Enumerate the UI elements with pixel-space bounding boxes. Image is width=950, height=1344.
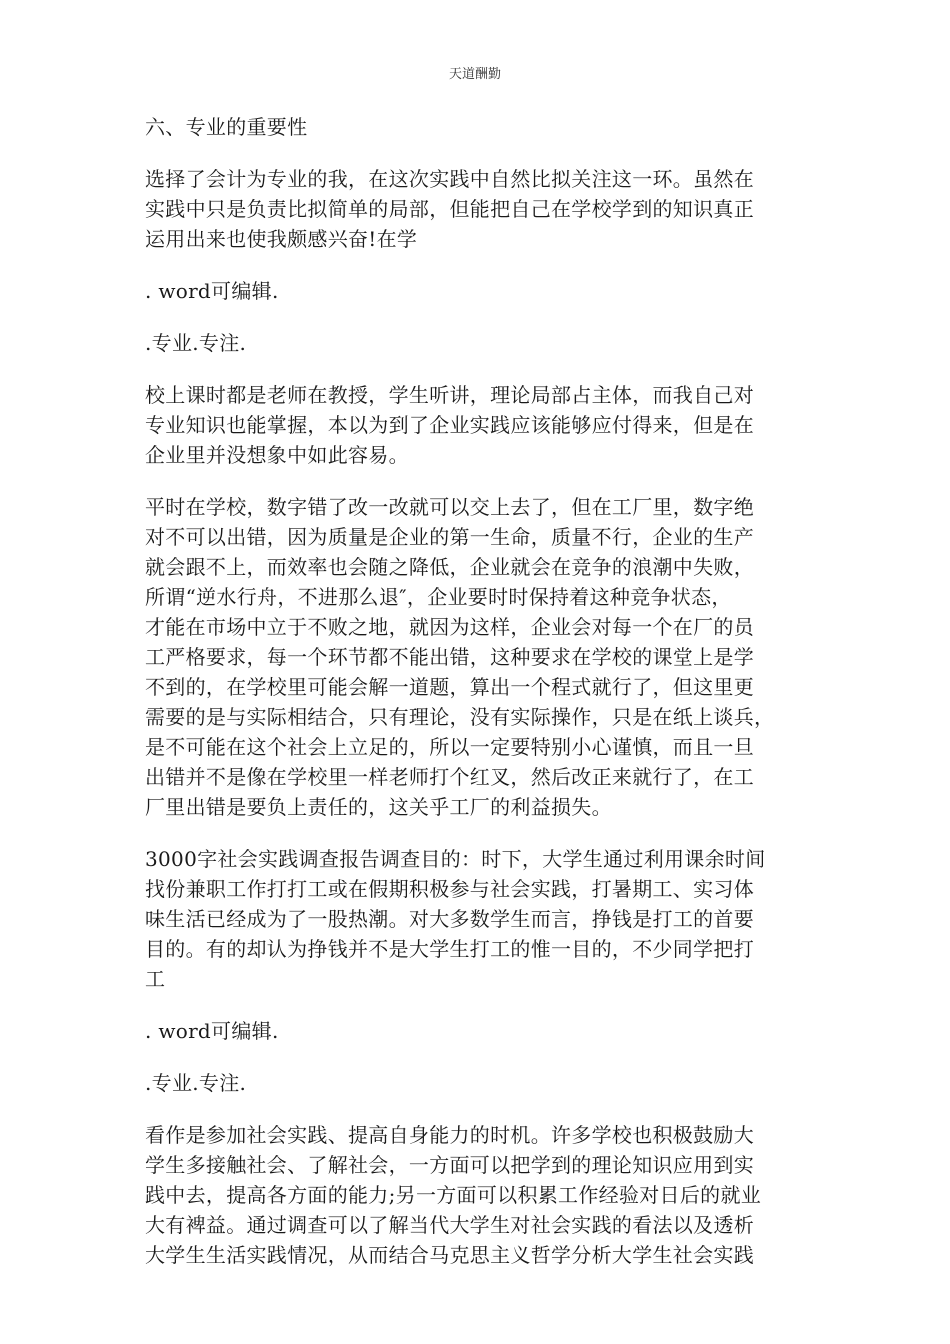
paragraph: 3000字社会实践调查报告调查目的：时下，大学生通过利用课余时间 找份兼职工作打打工或在假期积极参与社会实践，打暑期工、实习体 味生活已经成为了一股热潮。对大多数学生而言，挣钱是打工的首要 目的。有的却认为挣钱并不是大学生打工的惟一目的，不少同学把打 工 — [145, 847, 766, 991]
paragraph: 校上课时都是老师在教授，学生听讲，理论局部占主体，而我自己对 专业知识也能掌握，本以为到了企业实践应该能够应付得来，但是在 企业里并没想象中如此容易。 — [145, 383, 754, 467]
paragraph: 选择了会计为专业的我，在这次实践中自然比拟关注这一环。虽然在 实践中只是负责比拟简单的局部，但能把自己在学校学到的知识真正 运用出来也使我颇感兴奋!在学 — [145, 167, 754, 251]
professional-focus-marker: .专业.专注. — [145, 1071, 247, 1095]
paragraph: 看作是参加社会实践、提高自身能力的时机。许多学校也积极鼓励大 学生多接触社会、了解社会，一方面可以把学到的理论知识应用到实 践中去，提高各方面的能力;另一方面可以积累工作经验对日后的就业 大有裨益。通过调查可以了解当代大学生对社会实践的看法以及透析 大学生生活实践情况，从而结合马克思主义哲学分析大学生社会实践 — [145, 1123, 762, 1267]
paragraph: 平时在学校，数字错了改一改就可以交上去了，但在工厂里，数字绝 对不可以出错，因为质量是企业的第一生命，质量不行，企业的生产 就会跟不上，而效率也会随之降低，企业就会在竞争的浪潮中失败， 所谓“逆水行舟，不进那么退″，企业要时时保持着这种竞争状态， 才能在市场中立于不败之地，就因为这样，企业会对每一个在厂的员 工严格要求，每一个环节都不能出错，这种要求在学校的课堂上是学 不到的，在学校里可能会解一道题，算出一个程式就行了，但这里更 需要的是与实际相结合，只有理论，没有实际操作，只是在纸上谈兵， 是不可能在这个社会上立足的，所以一定要特别小心谨慎，而且一旦 出错并不是像在学校里一样老师打个红叉，然后改正来就行了，在工 厂里出错是要负上责任的，这关乎工厂的利益损失。 — [145, 495, 775, 819]
section-heading: 六、专业的重要性 — [145, 115, 308, 139]
professional-focus-marker: .专业.专注. — [145, 331, 247, 355]
page-header: 天道酬勤 — [448, 67, 501, 82]
document-body — [145, 112, 810, 1292]
word-editable-marker: . word可编辑. — [145, 1019, 279, 1043]
word-editable-marker: . word可编辑. — [145, 279, 279, 303]
